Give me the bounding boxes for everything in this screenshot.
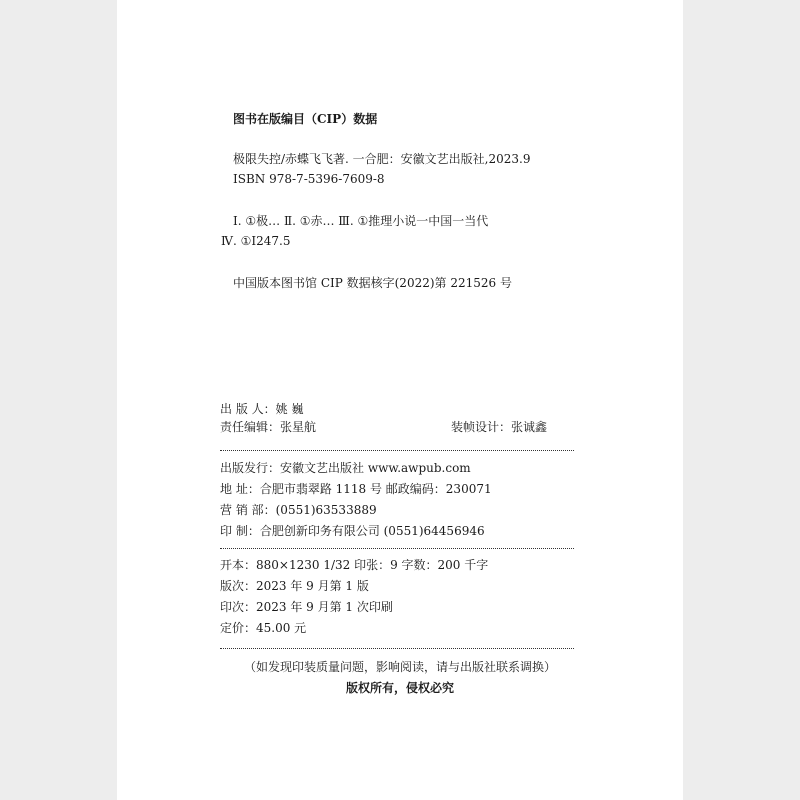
printer: 印 制：合肥创新印务有限公司 (0551)64456946 [220,524,485,538]
printing: 印次：2023 年 9 月第 1 次印刷 [220,600,393,614]
classification-line-1: Ⅰ. ①极… Ⅱ. ①赤… Ⅲ. ①推理小说一中国一当代 [233,214,489,228]
divider [220,548,574,549]
publisher-address: 地 址：合肥市翡翠路 1118 号 邮政编码：230071 [220,482,492,496]
quality-notice: （如发现印装质量问题，影响阅读，请与出版社联系调换） [243,660,556,674]
divider [220,648,574,649]
classification-line-2: Ⅳ. ①I247.5 [221,234,291,248]
publisher-issuer: 出版发行：安徽文艺出版社 www.awpub.com [220,461,471,475]
copyright-notice: 版权所有，侵权必究 [345,681,454,695]
edition: 版次：2023 年 9 月第 1 版 [220,579,369,593]
responsible-editor: 责任编辑：张星航 [220,420,317,434]
publisher-person: 出 版 人：姚 巍 [220,402,304,416]
cip-record-number: 中国版本图书馆 CIP 数据核字(2022)第 221526 号 [233,276,512,290]
cover-designer: 装帧设计：张诚鑫 [451,420,548,434]
divider [220,450,574,451]
copyright-page [117,0,683,800]
isbn: ISBN 978-7-5396-7609-8 [233,172,385,186]
cip-title: 图书在版编目（CIP）数据 [233,112,378,126]
cip-description: 极限失控/赤蝶飞飞著. 一合肥：安徽文艺出版社,2023.9 [233,152,531,166]
marketing-department: 营 销 部：(0551)63533889 [220,503,377,517]
price: 定价：45.00 元 [220,621,307,635]
book-format: 开本：880×1230 1/32 印张：9 字数：200 千字 [220,558,489,572]
